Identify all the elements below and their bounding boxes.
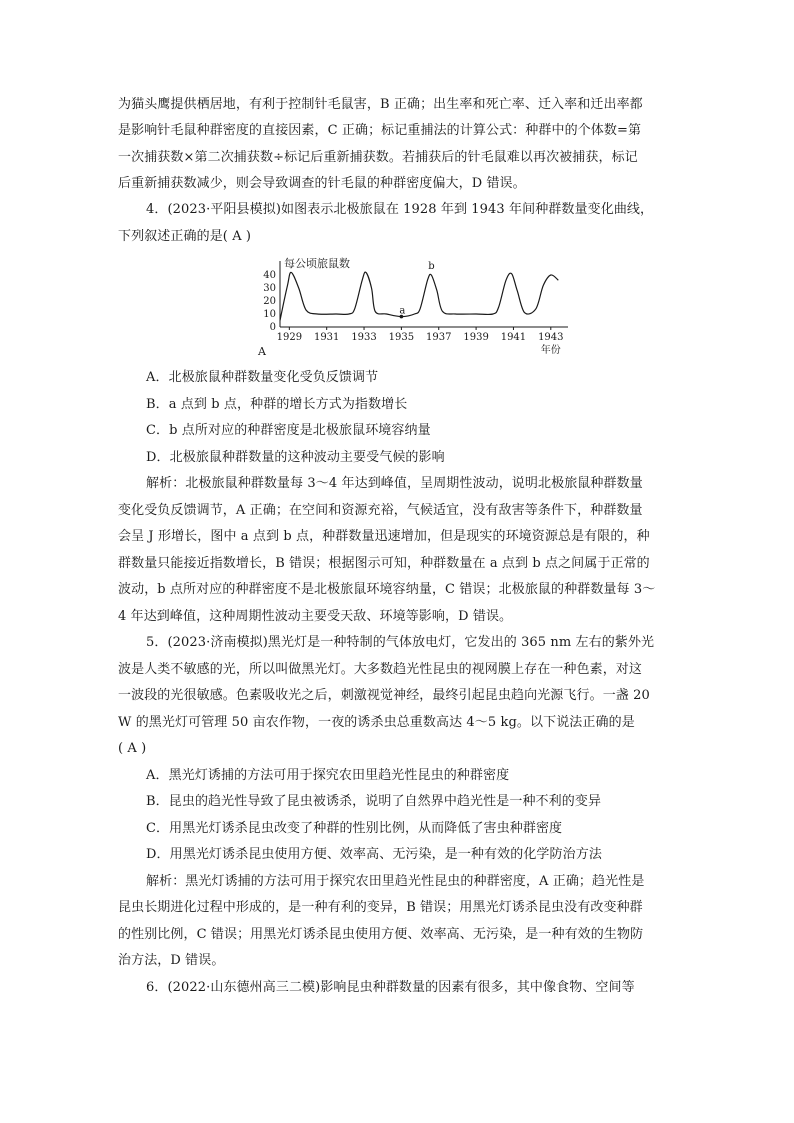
- explanation-line: 群数量只能接近指数增长，B 错误；根据图示可知，种群数量在 a 点到 b 点之间属于正常的: [118, 556, 650, 571]
- explanation-line: 变化受负反馈调节，A 正确；在空间和资源充裕，气候适宜，没有敌害等条件下，种群数量: [118, 503, 643, 518]
- x-tick-label: 1943: [538, 332, 564, 343]
- population-curve: [280, 272, 558, 320]
- y-tick-label: 30: [263, 283, 276, 294]
- y-tick-label: 10: [263, 309, 276, 320]
- question-4-stem-cont: 下列叙述正确的是( A ): [118, 229, 252, 244]
- x-tick-label: 1931: [313, 332, 340, 343]
- explanation-line: 治方法，D 错误。: [118, 953, 225, 968]
- text-line: 是影响针毛鼠种群密度的直接因素，C 正确；标记重捕法的计算公式：种群中的个体数=第: [118, 123, 642, 138]
- option-b: B．昆虫的趋光性导致了昆虫被诱杀，说明了自然界中趋光性是一种不利的变异: [146, 794, 602, 809]
- y-tick-label: 20: [263, 296, 276, 307]
- option-d: D．北极旅鼠种群数量的这种波动主要受气候的影响: [146, 450, 445, 465]
- question-5-stem-cont: 波是人类不敏感的光，所以叫做黑光灯。大多数趋光性昆虫的视网膜上存在一种色素，对这: [118, 662, 643, 677]
- text-line: 一次捕获数×第二次捕获数÷标记后重新捕获数。若捕获后的针毛鼠难以再次被捕获，标记: [118, 150, 638, 165]
- explanation-line: 昆虫长期进化过程中形成的，是一种有利的变异，B 错误；用黑光灯诱杀昆虫没有改变种群: [118, 900, 643, 915]
- x-tick-label: 1929: [276, 332, 303, 343]
- question-5-stem-cont: W 的黑光灯可管理 50 亩农作物，一夜的诱杀虫总重数高达 4～5 kg。以下说法正确的是: [118, 715, 635, 730]
- x-tick-label: 1933: [351, 332, 377, 343]
- explanation-line: 的性别比例，C 错误；用黑光灯诱杀昆虫使用方便、效率高、无污染，是一种有效的生物防: [118, 927, 644, 942]
- y-tick-label: 40: [263, 270, 276, 281]
- question-5-stem-cont: 一波段的光很敏感。色素吸收光之后，刺激视觉神经，最终引起昆虫趋向光源飞行。一盏 20: [118, 688, 650, 703]
- text-line: 为猫头鹰提供栖居地，有利于控制针毛鼠害，B 正确；出生率和死亡率、迁入率和迁出率都: [118, 97, 643, 112]
- y-tick-label: 0: [269, 322, 276, 333]
- x-axis-label: 年份: [540, 345, 561, 356]
- chart-corner-label: A: [258, 345, 266, 358]
- explanation-line: 会呈 J 形增长，图中 a 点到 b 点，种群数量迅速增加，但是现实的环境资源总是有限的，种: [118, 529, 650, 544]
- point-a-label: a: [399, 305, 406, 317]
- y-axis-label: 每公顷旅鼠数: [284, 257, 350, 270]
- option-c: C．用黑光灯诱杀昆虫改变了种群的性别比例，从而降低了害虫种群密度: [146, 821, 563, 836]
- text-line: 后重新捕获数减少，则会导致调查的针毛鼠的种群密度偏大，D 错误。: [118, 176, 526, 191]
- question-4-stem: 4．(2023·平阳县模拟)如图表示北极旅鼠在 1928 年到 1943 年间种群数量变化曲线，: [146, 202, 654, 217]
- lemming-population-chart: [256, 255, 576, 360]
- option-a: A．黑光灯诱捕的方法可用于探究农田里趋光性昆虫的种群密度: [146, 768, 510, 783]
- option-d: D．用黑光灯诱杀昆虫使用方便、效率高、无污染，是一种有效的化学防治方法: [146, 847, 602, 862]
- x-tick-label: 1935: [388, 332, 415, 343]
- option-a: A．北极旅鼠种群数量变化受负反馈调节: [146, 370, 379, 385]
- option-c: C．b 点所对应的种群密度是北极旅鼠环境容纳量: [146, 423, 431, 438]
- x-tick-label: 1939: [463, 332, 489, 343]
- question-6-stem: 6．(2022·山东德州高三二模)影响昆虫种群数量的因素有很多，其中像食物、空间等: [146, 980, 635, 995]
- point-b-label: b: [428, 261, 435, 272]
- question-5-answer: ( A ): [118, 741, 147, 756]
- x-tick-label: 1937: [426, 332, 452, 343]
- explanation-line: 4 年达到峰值，这种周期性波动主要受天敌、环境等影响，D 错误。: [118, 609, 513, 624]
- option-b: B．a 点到 b 点，种群的增长方式为指数增长: [146, 397, 408, 412]
- explanation-line: 波动，b 点所对应的种群密度不是北极旅鼠环境容纳量，C 错误；北极旅鼠的种群数量每 3～: [118, 582, 656, 597]
- explanation-line: 解析：北极旅鼠种群数量每 3～4 年达到峰值，呈周期性波动，说明北极旅鼠种群数量: [146, 476, 643, 491]
- explanation-line: 解析：黑光灯诱捕的方法可用于探究农田里趋光性昆虫的种群密度，A 正确；趋光性是: [146, 874, 645, 889]
- question-5-stem: 5．(2023·济南模拟)黑光灯是一种特制的气体放电灯，它发出的 365 nm 左右的紫外光: [146, 635, 655, 650]
- x-tick-label: 1941: [500, 332, 527, 343]
